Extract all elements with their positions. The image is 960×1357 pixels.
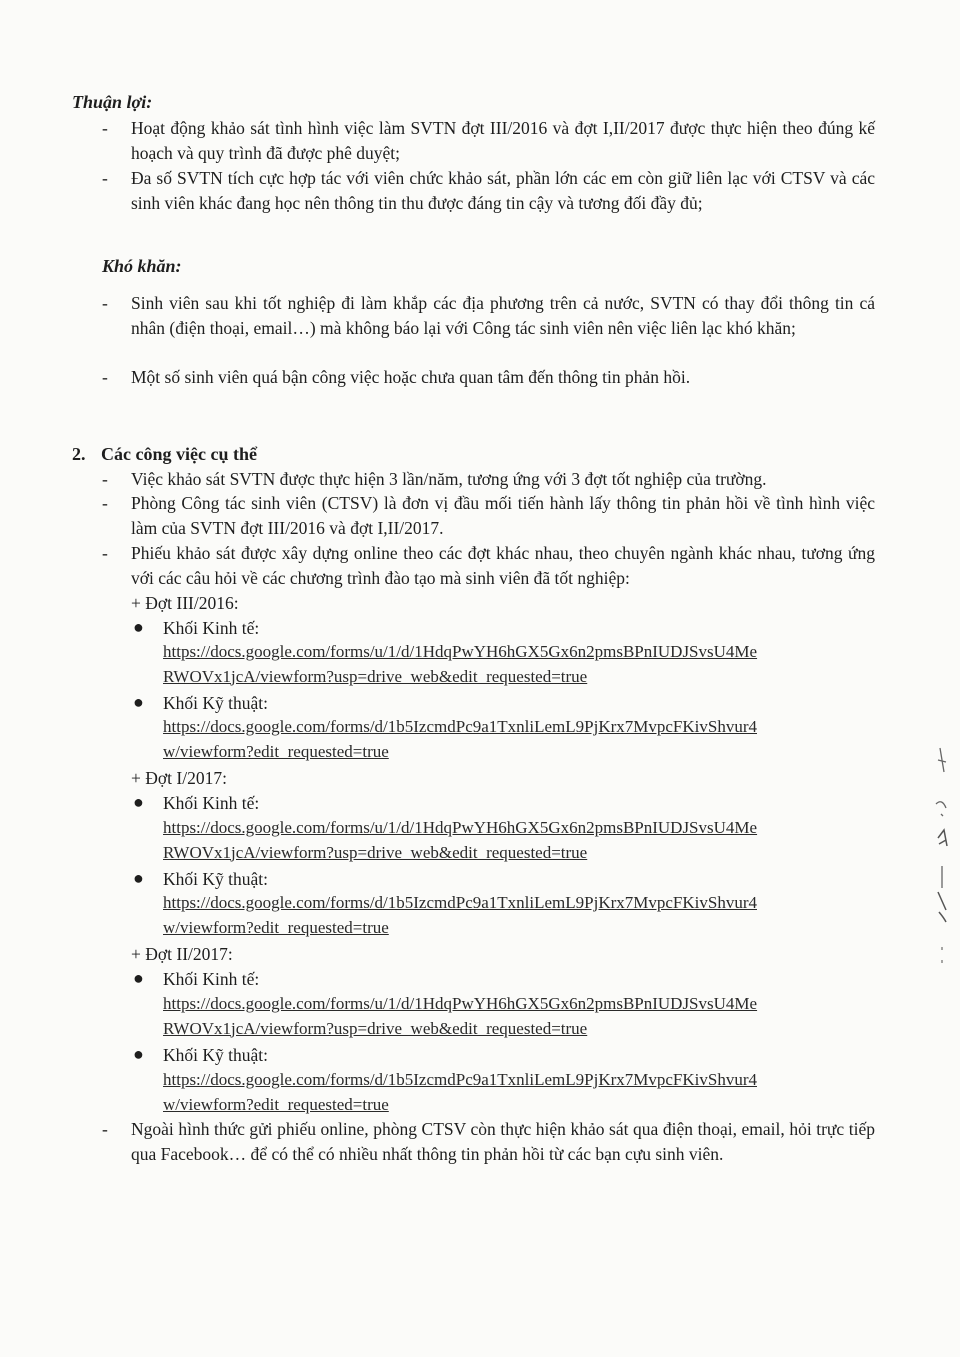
survey-link-line[interactable]: https://docs.google.com/forms/u/1/d/1HdqPwYH6hGX5Gx6n2pmsBPnIUDJSvsU4Me [163,642,758,661]
margin-scribble-icon [930,742,954,972]
bullet-marker: ● [133,792,144,812]
survey-link-line[interactable]: w/viewform?edit_requested=true [163,1094,389,1114]
margin-handwriting-mark [930,742,954,972]
dash-marker: - [102,118,108,138]
round-label: + Đợt III/2016: [131,593,239,613]
survey-link-line[interactable]: RWOVx1jcA/viewform?usp=drive_web&edit_requested=true [163,666,588,686]
difficulties-heading: Khó khăn: [102,256,182,276]
dash-marker: - [102,168,108,188]
survey-link-line[interactable]: w/viewform?edit_requested=true [163,917,389,937]
survey-link[interactable] [163,715,878,764]
difficulty-item-1: Sinh viên sau khi tốt nghiệp đi làm khắp các địa phương trên cả nước, SVTN có thay đổi thông tin cá nhân (điện thoại, email…) mà không báo lại với Công tác sinh viên nên việc liên lạc khó khăn; [131,293,875,338]
section-2-item-3: Phiếu khảo sát được xây dựng online theo các đợt khác nhau, theo chuyên ngành khác nhau, tương ứng với các câu hỏi về các chương trình đào tạo mà sinh viên đã tốt nghiệp: [131,543,875,588]
form-name: Khối Kỹ thuật: [163,693,268,713]
survey-link-line[interactable]: RWOVx1jcA/viewform?usp=drive_web&edit_requested=true [163,1018,588,1038]
form-name: Khối Kỹ thuật: [163,869,268,889]
advantages-heading: Thuận lợi: [72,92,153,112]
round-label: + Đợt I/2017: [131,768,227,788]
survey-link-line[interactable]: w/viewform?edit_requested=true [163,741,389,761]
survey-link[interactable] [163,816,878,865]
dash-marker: - [102,493,108,513]
survey-link[interactable] [163,992,878,1041]
section-2-closing: Ngoài hình thức gửi phiếu online, phòng CTSV còn thực hiện khảo sát qua điện thoại, email, hỏi trực tiếp qua Facebook… để có thể có nhiều nhất thông tin phản hồi từ các bạn cựu sinh viên. [131,1119,875,1164]
advantage-item-1: Hoạt động khảo sát tình hình việc làm SVTN đợt III/2016 và đợt I,II/2017 được thực hiện theo đúng kế hoạch và quy trình đã được phê duyệt; [131,118,875,163]
section-2-item-1: Việc khảo sát SVTN được thực hiện 3 lần/năm, tương ứng với 3 đợt tốt nghiệp của trường. [131,469,767,489]
bullet-marker: ● [133,617,144,637]
form-name: Khối Kinh tế: [163,618,260,638]
section-2-item-2: Phòng Công tác sinh viên (CTSV) là đơn vị đầu mối tiến hành lấy thông tin phản hồi về tình hình việc làm của SVTN đợt III/2016 và đợt I,II/2017. [131,493,875,538]
survey-link-line[interactable]: https://docs.google.com/forms/u/1/d/1HdqPwYH6hGX5Gx6n2pmsBPnIUDJSvsU4Me [163,818,758,837]
dash-marker: - [102,1119,108,1139]
dash-marker: - [102,367,108,387]
dash-marker: - [102,543,108,563]
survey-link-line[interactable]: https://docs.google.com/forms/u/1/d/1HdqPwYH6hGX5Gx6n2pmsBPnIUDJSvsU4Me [163,994,758,1013]
form-name: Khối Kinh tế: [163,969,260,989]
form-name: Khối Kỹ thuật: [163,1045,268,1065]
bullet-marker: ● [133,868,144,888]
dash-marker: - [102,469,108,489]
survey-link[interactable] [163,1068,878,1117]
survey-link-line[interactable]: https://docs.google.com/forms/d/1b5IzcmdPc9a1TxnliLemL9PjKrx7MvpcFKivShvur4 [163,717,757,736]
survey-link-line[interactable]: https://docs.google.com/forms/d/1b5IzcmdPc9a1TxnliLemL9PjKrx7MvpcFKivShvur4 [163,1070,757,1089]
section-2-number: 2. [72,444,86,464]
round-label: + Đợt II/2017: [131,944,233,964]
survey-link[interactable] [163,640,878,689]
difficulty-item-2: Một số sinh viên quá bận công việc hoặc chưa quan tâm đến thông tin phản hồi. [131,367,691,387]
bullet-marker: ● [133,692,144,712]
survey-link-line[interactable]: RWOVx1jcA/viewform?usp=drive_web&edit_requested=true [163,842,588,862]
bullet-marker: ● [133,968,144,988]
bullet-marker: ● [133,1044,144,1064]
section-2-title: Các công việc cụ thể [101,444,257,464]
survey-link-line[interactable]: https://docs.google.com/forms/d/1b5IzcmdPc9a1TxnliLemL9PjKrx7MvpcFKivShvur4 [163,893,757,912]
advantage-item-2: Đa số SVTN tích cực hợp tác với viên chức khảo sát, phần lớn các em còn giữ liên lạc với CTSV và các sinh viên khác đang học nên thông tin thu được đáng tin cậy và tương đối đầy đủ; [131,168,875,213]
survey-link[interactable] [163,891,878,940]
dash-marker: - [102,293,108,313]
form-name: Khối Kinh tế: [163,793,260,813]
